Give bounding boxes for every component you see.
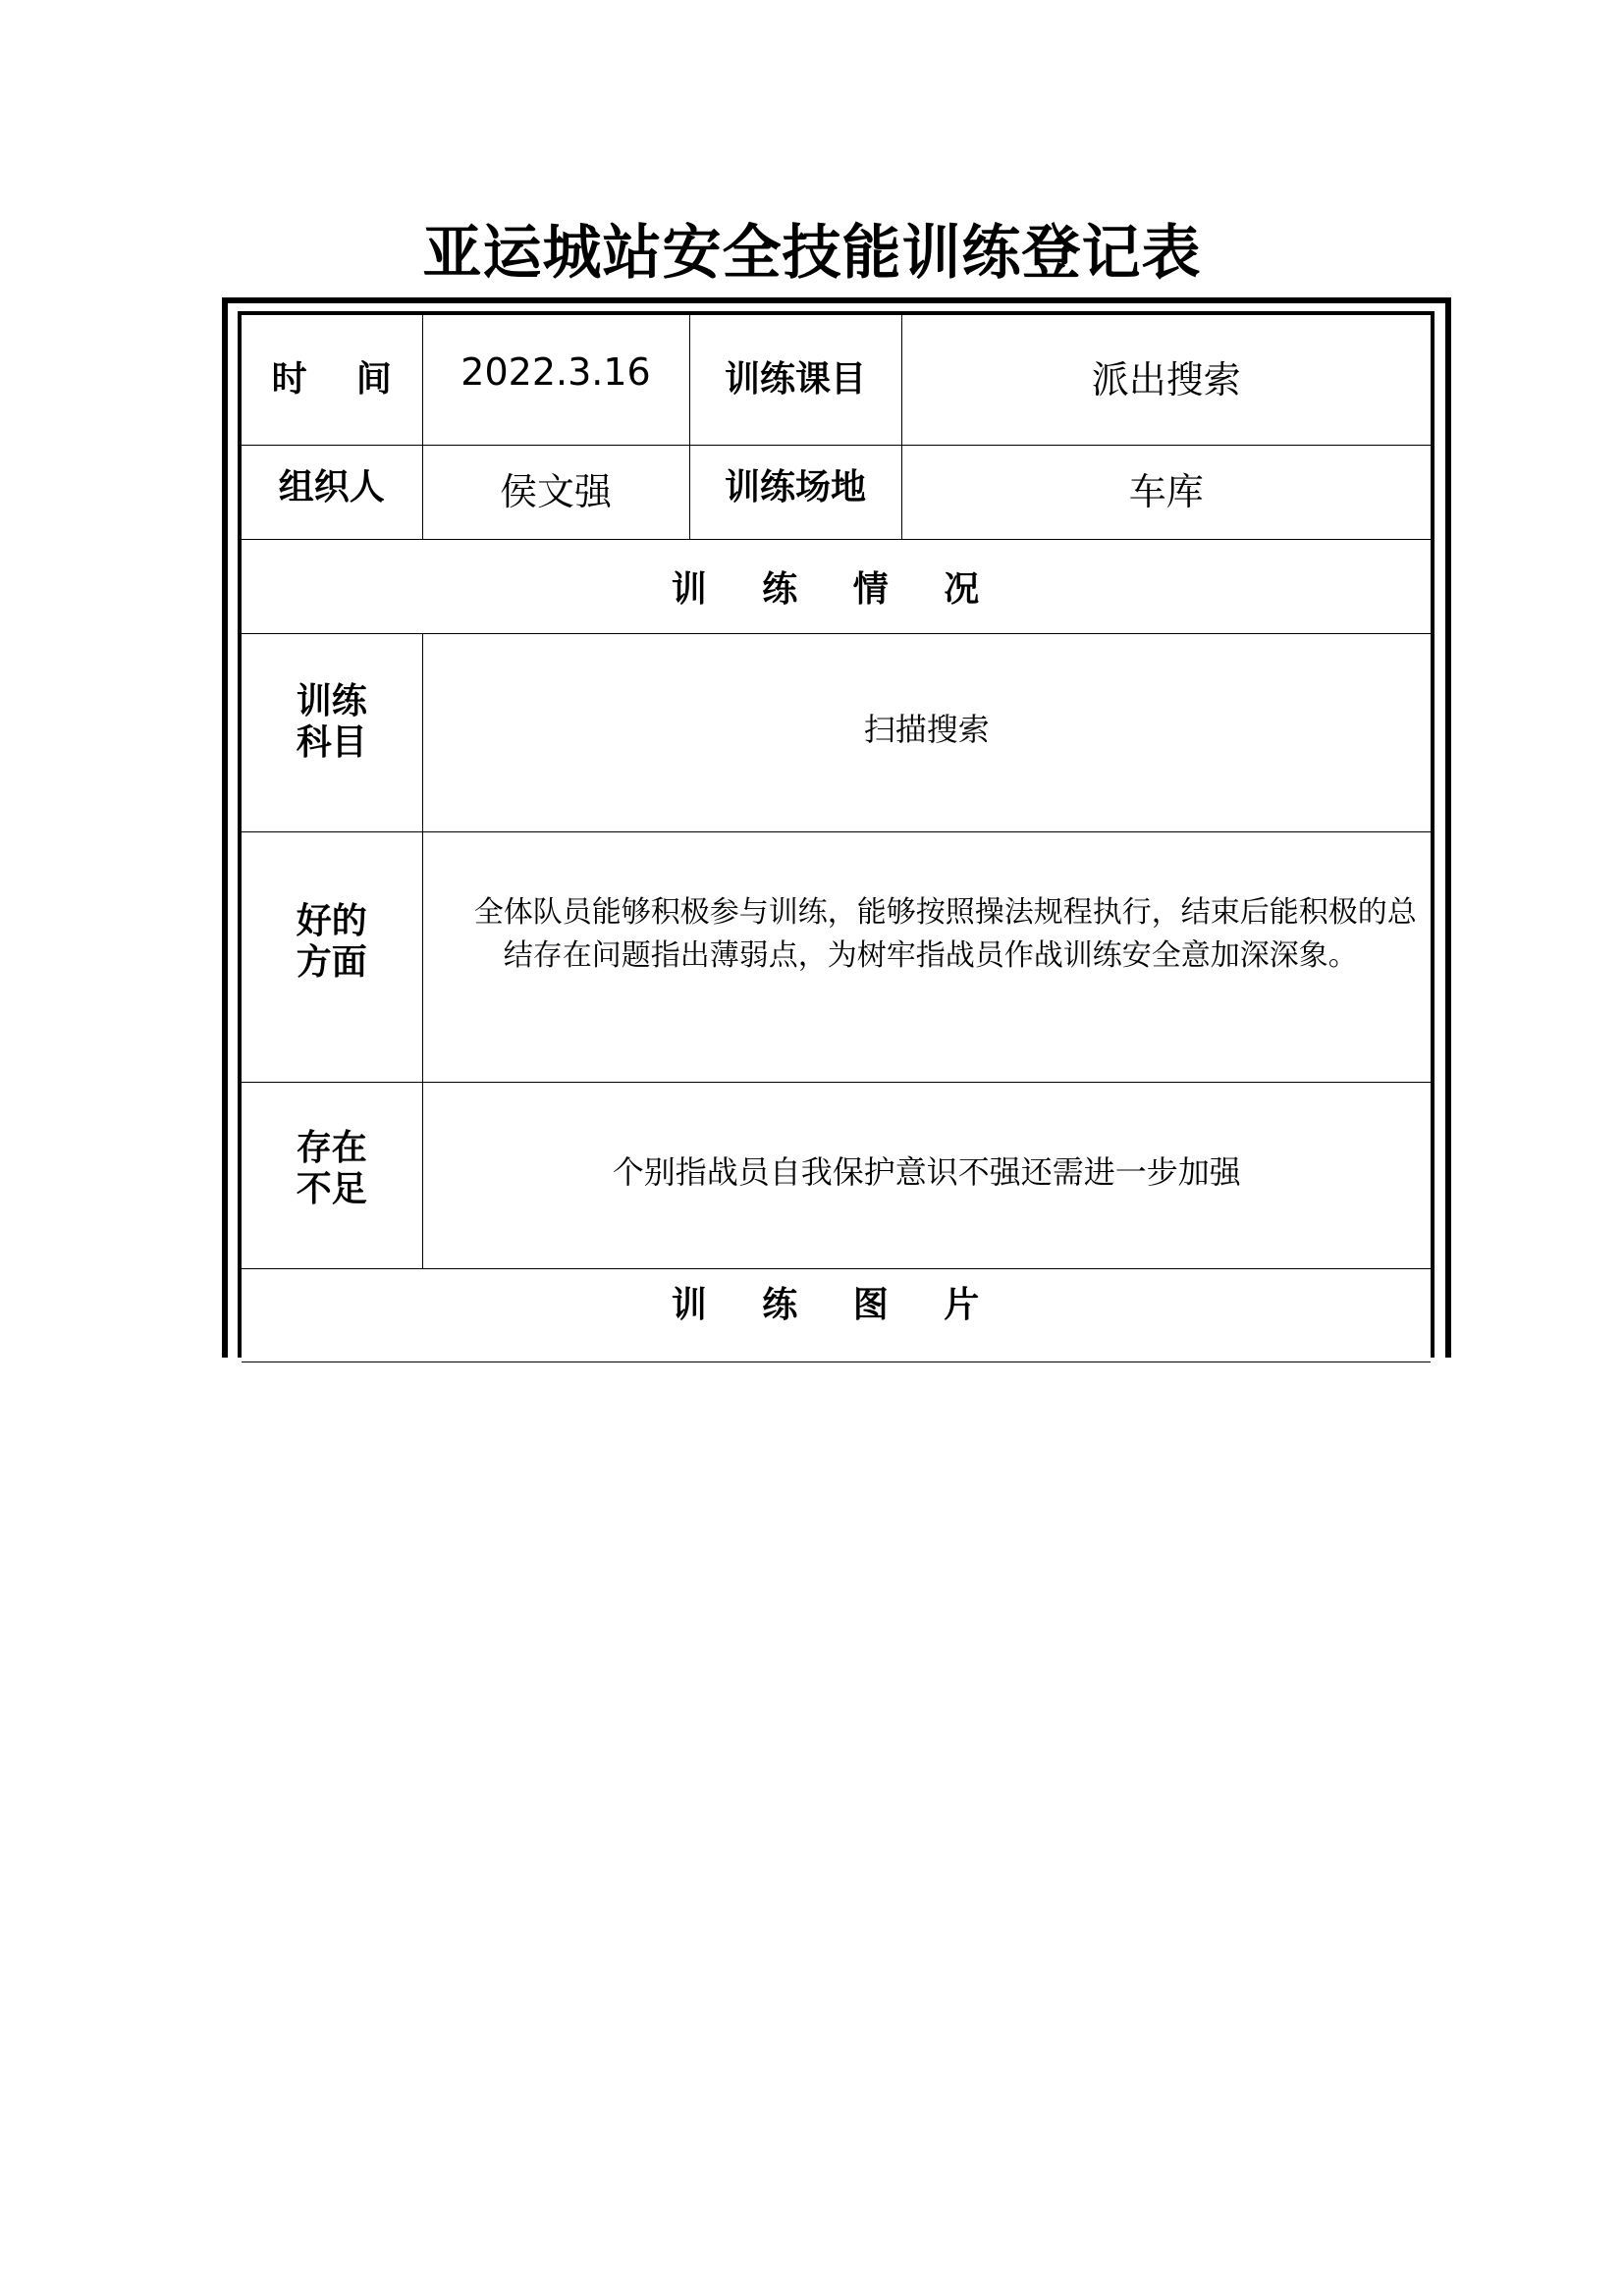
- venue-value: 车库: [901, 445, 1431, 539]
- registration-form-table: [242, 315, 1431, 1362]
- subject-value: 扫描搜索: [422, 633, 1431, 831]
- row-section-situation: [242, 539, 1431, 633]
- row-subject: [242, 633, 1431, 831]
- row-shortcomings: [242, 1082, 1431, 1268]
- row-good-aspects: [242, 831, 1431, 1082]
- row-organizer-venue: [242, 445, 1431, 539]
- organizer-label: 组织人: [242, 445, 422, 539]
- subject-label-line2: 科目: [296, 722, 367, 763]
- venue-label: 训练场地: [689, 445, 901, 539]
- page-title: 亚运城站安全技能训练登记表: [422, 219, 1202, 288]
- organizer-value: 侯文强: [422, 445, 689, 539]
- good-aspects-label-line2: 方面: [296, 941, 367, 983]
- good-aspects-label-line1: 好的: [296, 900, 367, 941]
- good-aspects-value: 全体队员能够积极参与训练，能够按照操法规程执行，结束后能积极的总结存在问题指出薄弱点，为树牢指战员作战训练安全意加深深象。: [422, 831, 1431, 1082]
- course-value: 派出搜索: [901, 315, 1431, 445]
- section-training-situation: 训 练 情 况: [242, 539, 1431, 633]
- section-training-photos: 训 练 图 片: [242, 1268, 1431, 1362]
- shortcomings-label-line1: 存在: [296, 1128, 367, 1168]
- shortcomings-value: 个别指战员自我保护意识不强还需进一步加强: [422, 1082, 1431, 1268]
- shortcomings-label: [242, 1082, 422, 1268]
- row-section-photos: [242, 1268, 1431, 1362]
- good-aspects-label: [242, 831, 422, 1082]
- time-label-text: 时 间: [271, 358, 392, 400]
- subject-label-line1: 训练: [296, 681, 367, 721]
- shortcomings-label-line2: 不足: [296, 1169, 367, 1209]
- course-label: 训练课目: [689, 315, 901, 445]
- time-label: [242, 315, 422, 445]
- time-value: 2022.3.16: [422, 315, 689, 445]
- row-time-course: [242, 315, 1431, 445]
- subject-label: [242, 633, 422, 831]
